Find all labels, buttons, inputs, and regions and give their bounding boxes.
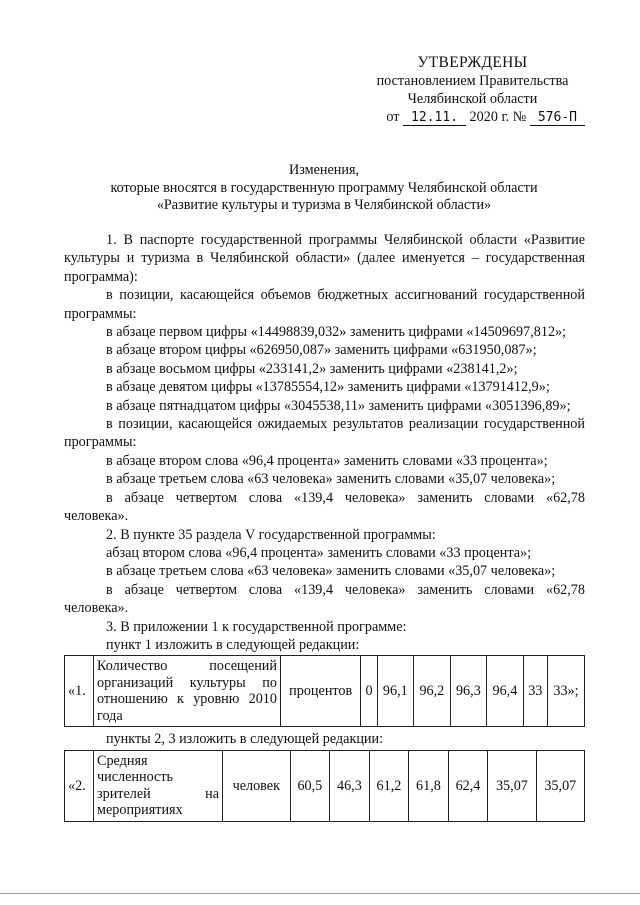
paragraph: в абзаце первом цифры «14498839,032» заменить цифрами «14509697,812»; <box>106 324 567 341</box>
paragraph: в абзаце четвертом слова «139,4 человека» заменить словами «62,78 человека». <box>64 489 585 525</box>
heading-line-3: «Развитие культуры и туризма в Челябинской области» <box>156 197 492 213</box>
indicator-name: Средняя численность зрителей на мероприятиях <box>94 750 223 821</box>
approval-date-line <box>360 108 585 127</box>
approval-from: от <box>386 109 400 125</box>
paragraph: абзац втором слова «96,4 процента» заменить словами «33 процента»; <box>106 544 532 561</box>
page-bottom-divider <box>0 893 640 894</box>
value-cell: 35,07 <box>488 750 536 821</box>
paragraph: в позиции, касающейся ожидаемых результатов реализации государственной программы: <box>64 416 585 451</box>
paragraph: в абзаце третьем слова «63 человека» заменить словами «35,07 человека»; <box>106 563 556 580</box>
value-cell: 96,1 <box>377 656 414 727</box>
unit-cell: человек <box>223 750 291 821</box>
paragraph: в абзаце втором слова «96,4 процента» заменить словами «33 процента»; <box>106 452 548 469</box>
document-body <box>64 231 585 825</box>
approval-line-2: Челябинской области <box>407 91 538 107</box>
paragraph: пункт 1 изложить в следующей редакции: <box>106 636 360 653</box>
heading-line-1: Изменения, <box>288 162 360 178</box>
paragraph: 3. В приложении 1 к государственной программе: <box>106 618 407 635</box>
approval-title: УТВЕРЖДЕНЫ <box>417 54 528 71</box>
value-cell: 0 <box>361 656 377 727</box>
paragraph: в абзаце пятнадцатом цифры «3045538,11» заменить цифрами «3051396,89»; <box>106 397 571 414</box>
document-heading <box>64 162 584 215</box>
value-cell: 62,4 <box>448 750 488 821</box>
value-cell: 96,2 <box>414 656 451 727</box>
value-cell: 33 <box>523 656 547 727</box>
value-cell: 35,07 <box>536 750 584 821</box>
row-number: «1. <box>65 656 94 727</box>
table-row <box>65 656 585 727</box>
approval-date: 12.11. <box>403 110 466 126</box>
value-cell: 33»; <box>547 656 584 727</box>
approval-line-1: постановлением Правительства <box>376 73 569 89</box>
paragraph: в абзаце втором цифры «626950,087» заменить цифрами «631950,087»; <box>106 342 537 359</box>
value-cell: 96,3 <box>450 656 487 727</box>
paragraph: 1. В паспорте государственной программы Челябинской области «Развитие культуры и туризма в Челябинской области» (далее именуется – государственная программа): <box>64 232 585 285</box>
approval-number: 576-П <box>530 110 585 126</box>
paragraph: 2. В пункте 35 раздела V государственной программы: <box>106 526 436 543</box>
value-cell: 46,3 <box>330 750 370 821</box>
indicator-table-2 <box>64 750 585 822</box>
approval-year: 2020 г. № <box>469 109 527 125</box>
unit-cell: процентов <box>281 656 361 727</box>
table-row <box>65 750 585 821</box>
paragraph: пункты 2, 3 изложить в следующей редакции: <box>106 731 384 748</box>
indicator-table-1 <box>64 655 585 727</box>
value-cell: 96,4 <box>487 656 524 727</box>
paragraph: в позиции, касающейся объемов бюджетных ассигнований государственной программы: <box>64 287 585 322</box>
indicator-name: Количество посещений организаций культуры по отношению к уровню 2010 года <box>94 656 281 727</box>
paragraph: в абзаце четвертом слова «139,4 человека» заменить словами «62,78 человека». <box>64 581 585 617</box>
value-cell: 61,8 <box>409 750 449 821</box>
paragraph: в абзаце девятом цифры «13785554,12» заменить цифрами «13791412,9»; <box>106 379 550 396</box>
paragraph: в абзаце восьмом цифры «233141,2» заменить цифрами «238141,2»; <box>106 360 518 377</box>
paragraph: в абзаце третьем слова «63 человека» заменить словами «35,07 человека»; <box>106 471 556 488</box>
heading-line-2: которые вносятся в государственную программу Челябинской области <box>110 179 538 196</box>
row-number: «2. <box>65 750 94 821</box>
value-cell: 60,5 <box>290 750 330 821</box>
value-cell: 61,2 <box>369 750 409 821</box>
approval-block <box>360 54 585 127</box>
